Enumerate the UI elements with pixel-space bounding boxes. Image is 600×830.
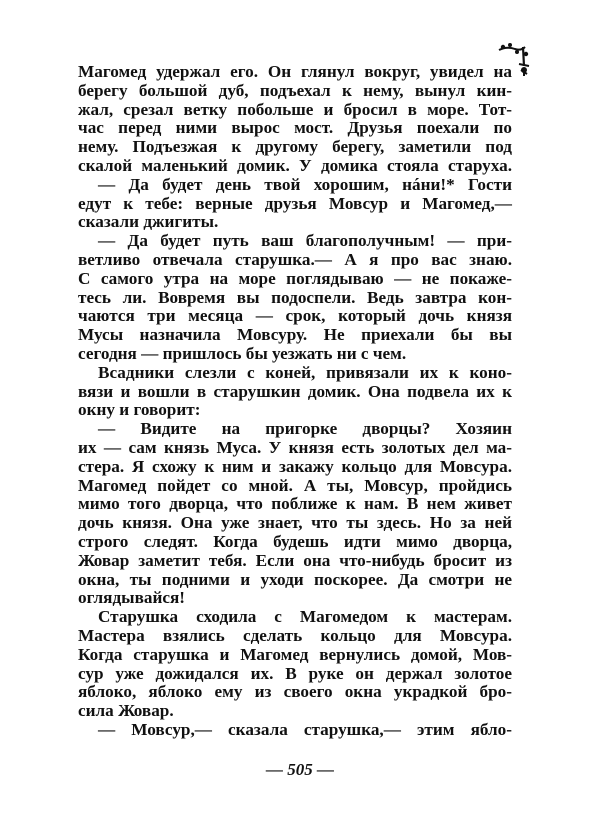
text-line: — Мовсур,— сказала старушка,— этим ябло- [98,719,512,739]
text-line: час перед ними вырос мост. Друзья поехали по [78,118,512,138]
text-line: оглядывайся! [78,588,186,608]
text-line: вязи и вошли в старушкин домик. Она подвела их к [78,381,512,401]
text-line: берегу большой дуб, подъехал к нему, вынул кин- [78,80,512,100]
text-line: Всадники слезли с коней, привязали их к коно- [98,362,512,382]
text-line: — Видите на пригорке дворцы? Хозяин [98,419,512,439]
page-text [78,63,512,740]
text-line: Мусы назначила Мовсуру. Не приехали бы вы [78,325,512,345]
text-line: скалой маленький домик. У домика стояла старуха. [78,155,512,175]
text-line: чаются три месяца — срок, который дочь князя [78,306,512,326]
text-line: Жовар заметит тебя. Если она что-нибудь бросит из [78,550,512,570]
text-line: стера. Я схожу к ним и закажу кольцо для Мовсура. [78,456,512,476]
text-line: жал, срезал ветку побольше и бросил в море. Тот- [78,99,512,119]
text-line: тесь ли. Вовремя вы подоспели. Ведь завтра кон- [78,287,512,307]
text-line: строго следят. Когда будешь идти мимо дворца, [78,531,512,551]
text-line: — Да будет день твой хорошим, нáни!* Гости [98,174,512,194]
text-line: мимо того дворца, что поближе к нам. В нем живет [78,494,512,514]
text-line: Старушка сходила с Магомедом к мастерам. [98,607,512,627]
text-line: Когда старушка и Магомед вернулись домой, Мов- [78,644,512,664]
text-line: едут к тебе: верные друзья Мовсур и Магомед,— [78,193,512,213]
text-line: нему. Подъезжая к другому берегу, заметили под [78,137,512,157]
text-line: — Да будет путь ваш благополучным! — при- [98,231,512,251]
text-line: Магомед пойдет со мной. А ты, Мовсур, пройдись [78,475,512,495]
text-line: дочь князя. Она уже знает, что ты здесь. Но за ней [78,513,512,533]
page-number: — 505 — [266,760,334,779]
text-line: сказали джигиты. [78,212,219,232]
text-line: С самого утра на море поглядываю — не покаже- [78,268,512,288]
text-line: ветливо отвечала старушка.— А я про вас знаю. [78,249,512,269]
text-line: их — сам князь Муса. У князя есть золотых дел ма- [78,437,512,457]
text-line: окна, ты подними и уходи поскорее. Да смотри не [78,569,512,589]
text-line: яблоко, яблоко ему из своего окна украдкой бро- [78,682,512,702]
text-line: сила Жовар. [78,701,174,721]
text-line: Мастера взялись сделать кольцо для Мовсура. [78,625,512,645]
text-line: сур уже дожидался их. В руке он держал золотое [78,663,512,683]
text-line: сегодня — пришлось бы уезжать ни с чем. [78,343,407,363]
text-line: Магомед удержал его. Он глянул вокруг, увидел на [78,62,512,81]
text-line: окну и говорит: [78,400,201,420]
